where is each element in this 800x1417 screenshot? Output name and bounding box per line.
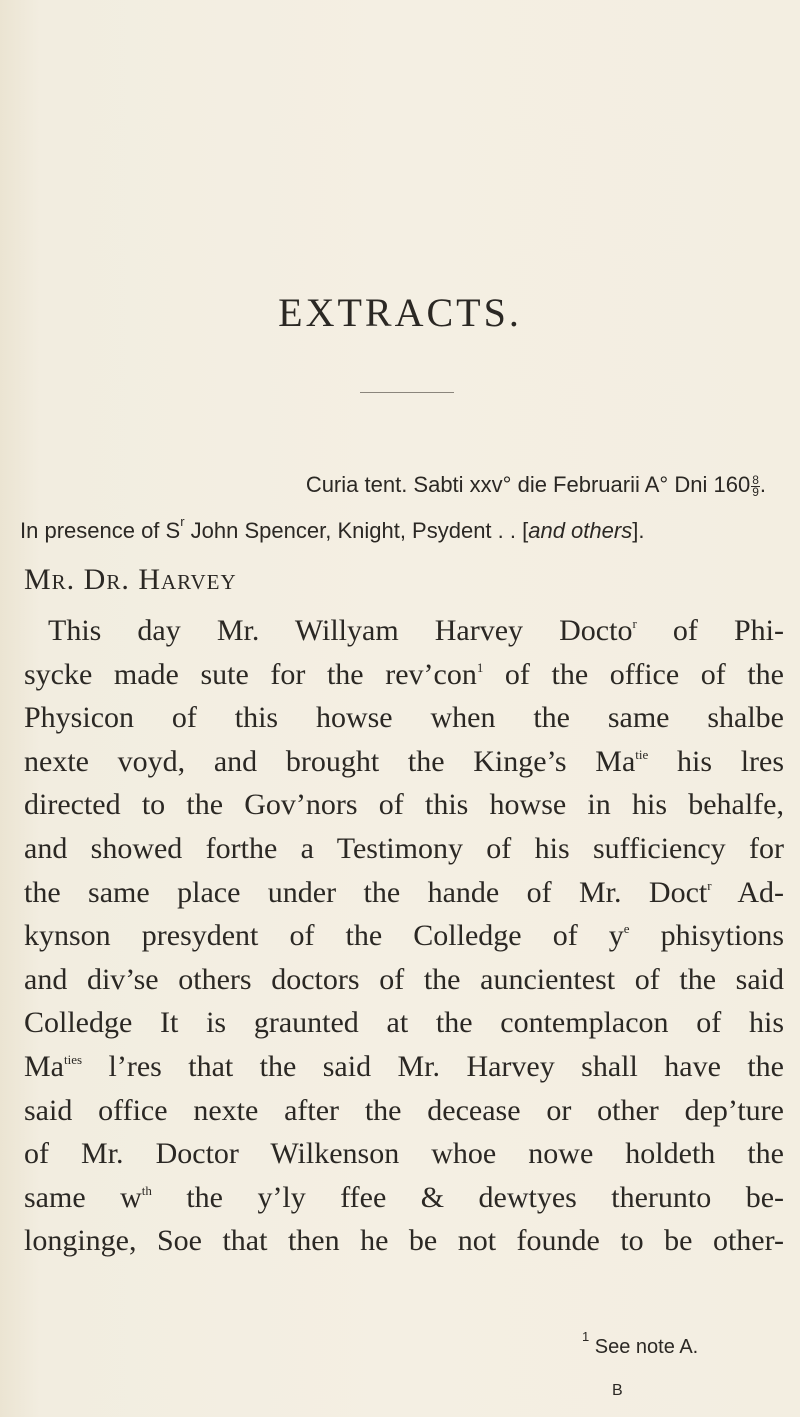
body-line — [24, 1132, 784, 1176]
year-fraction — [751, 472, 760, 499]
year-fraction-numerator: 8 — [752, 472, 759, 487]
year-fraction-denominator: 9 — [752, 484, 759, 499]
text-run: of Phi- — [636, 614, 784, 647]
body-line — [24, 1001, 784, 1045]
body-line — [24, 871, 784, 915]
presence-sup: r — [180, 514, 185, 529]
text-run: the y’ly ffee & dewtyes therunto be- — [151, 1180, 785, 1214]
court-session-line — [0, 470, 766, 500]
text-run: l’res that the said Mr. Harvey shall have the — [82, 1049, 784, 1083]
court-session-text: Curia tent. Sabti xxv° die Februarii A° Dni 160 — [305, 472, 751, 497]
body-line — [24, 958, 784, 1002]
body-line — [24, 783, 784, 827]
footnote-mark: 1 — [582, 1329, 590, 1344]
text-run: sycke made sute for the rev’con — [24, 657, 477, 691]
footnote — [582, 1329, 699, 1359]
court-session-end: . — [759, 472, 766, 497]
superscript: ties — [64, 1051, 83, 1067]
page-title: EXTRACTS. — [278, 290, 522, 335]
text-run: the same place under the hande of Mr. Doct — [24, 875, 708, 909]
text-run: longinge, Soe that then he be not founde to be other- — [24, 1224, 784, 1258]
body-line — [24, 1089, 784, 1133]
body-line — [24, 914, 784, 958]
entry-heading: Mr. Dr. Harvey — [24, 563, 237, 596]
superscript: r — [707, 877, 712, 893]
presence-italic: and others — [528, 518, 633, 543]
body-line — [24, 609, 784, 653]
presence-bracket-close: ]. — [632, 518, 645, 543]
entry-body — [24, 609, 784, 1263]
text-run: Ma — [24, 1049, 64, 1083]
superscript: e — [623, 921, 630, 937]
text-run: of Mr. Doctor Wilkenson whoe nowe holdeth the — [24, 1137, 784, 1171]
text-run: of the office of the — [483, 657, 784, 691]
text-run: kynson presydent of the Colledge of y — [24, 919, 624, 953]
superscript: 1 — [476, 659, 484, 675]
superscript: th — [141, 1182, 152, 1198]
text-run: and div’se others doctors of the auncientest of the said — [24, 962, 784, 996]
title-rule — [360, 392, 454, 393]
presence-mid: John Spencer, Knight, Psydent . . — [184, 518, 523, 543]
text-run: nexte voyd, and brought the Kinge’s Ma — [24, 744, 636, 778]
text-run: directed to the Gov’nors of this howse in his behalfe, — [24, 788, 784, 822]
body-line — [24, 1045, 784, 1089]
presence-pre: In presence of S — [20, 518, 181, 543]
presence-bracket-open: [ — [522, 518, 529, 543]
text-run: same w — [24, 1180, 142, 1214]
text-run: and showed forthe a Testimony of his sufficiency for — [24, 831, 784, 865]
body-line — [24, 1219, 784, 1263]
signature-mark: B — [612, 1382, 623, 1399]
body-line — [24, 653, 784, 697]
body-line — [24, 696, 784, 740]
superscript: r — [632, 616, 637, 631]
text-run: phisytions — [629, 919, 785, 953]
body-line — [24, 740, 784, 784]
text-run: This day Mr. Willyam Harvey Docto — [48, 614, 633, 647]
presence-line — [20, 516, 780, 546]
text-run: his lres — [648, 744, 785, 778]
text-run: Colledge It is graunted at the contemplacon of his — [24, 1006, 784, 1040]
text-run: said office nexte after the decease or other dep’ture — [24, 1093, 784, 1127]
footnote-text: See note A. — [589, 1336, 699, 1358]
body-line — [24, 827, 784, 871]
text-run: Ad- — [711, 875, 785, 909]
text-run: Physicon of this howse when the same shalbe — [24, 701, 784, 735]
body-line — [24, 1176, 784, 1220]
superscript: tie — [635, 746, 649, 762]
